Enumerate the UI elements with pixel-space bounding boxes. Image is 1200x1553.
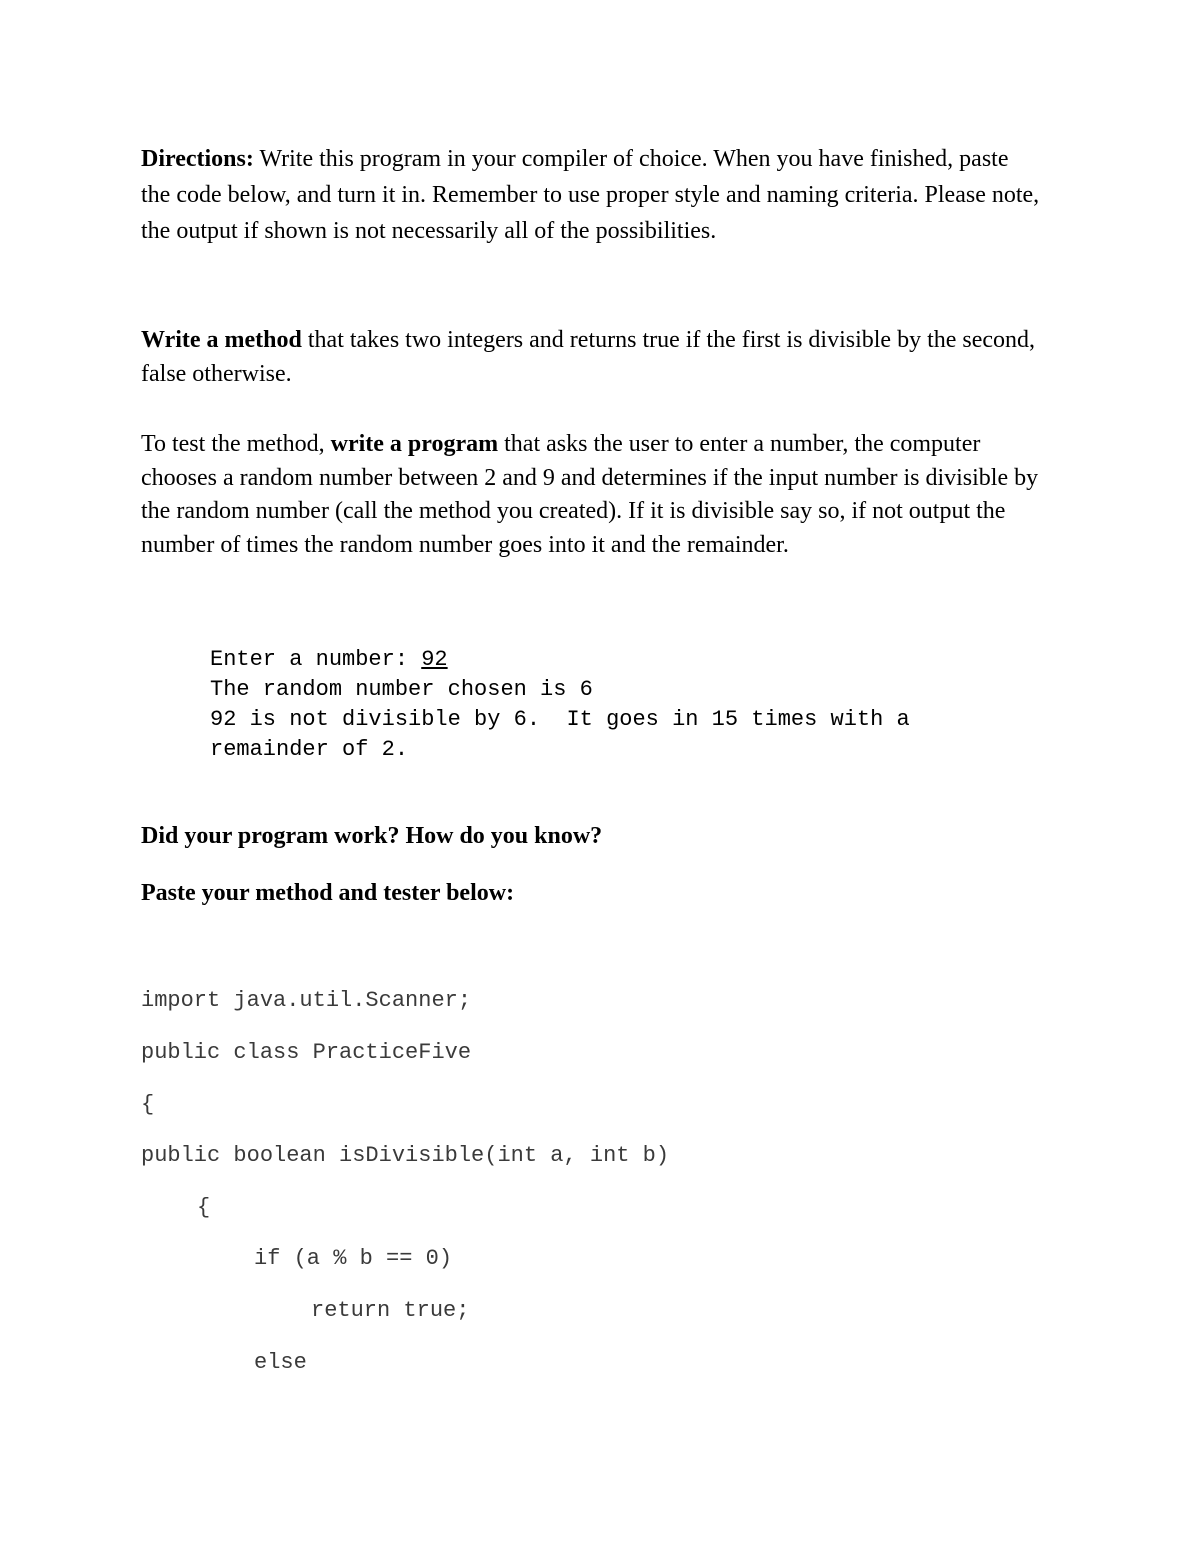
sample-output-line-2: The random number chosen is 6 — [210, 677, 593, 702]
directions-text: Write this program in your compiler of choice. When you have finished, paste the code below, and turn it in. Remember to use proper style and naming criteria. Please note, the output if shown is not necessarily all of the possibilities. — [141, 146, 1040, 244]
question-heading — [141, 818, 1041, 854]
program-task-paragraph — [141, 428, 1041, 562]
code-line: if (a % b == 0) — [254, 1246, 453, 1271]
method-task-text: that takes two integers and returns true if the first is divisible by the second, false otherwise. — [141, 327, 1036, 387]
sample-output-line-1 — [210, 645, 1030, 675]
sample-output — [210, 645, 1030, 765]
sample-output-line-4: remainder of 2. — [210, 737, 409, 762]
sample-prompt: Enter a number: — [210, 647, 422, 672]
program-task-bold: write a program — [330, 431, 499, 457]
sample-output-line-3: 92 is not divisible by 6. It goes in 15 times with a — [210, 707, 910, 732]
directions-label: Directions: — [141, 146, 254, 172]
code-line: import java.util.Scanner; — [141, 988, 472, 1013]
program-task-text: that asks the user to enter a number, the computer chooses a random number between 2 and 9 and determines if the input number is divisible by the random number (call the method you created). If it is divisible say so, if not output the number of times the random number goes into it and the remainder. — [141, 431, 1039, 558]
directions-paragraph — [141, 141, 1041, 249]
paste-heading — [141, 875, 1041, 911]
code-line: else — [254, 1350, 307, 1375]
sample-user-input: 92 — [421, 647, 448, 672]
code-line: { — [141, 1092, 155, 1117]
code-line: public class PracticeFive — [141, 1040, 472, 1065]
code-line: return true; — [311, 1298, 470, 1323]
paste-heading-text: Paste your method and tester below: — [141, 880, 515, 906]
code-line: public boolean isDivisible(int a, int b) — [141, 1143, 670, 1168]
question-text: Did your program work? How do you know? — [141, 823, 603, 849]
method-task-bold: Write a method — [141, 327, 302, 353]
program-task-prefix: To test the method, — [141, 431, 331, 457]
code-line: { — [197, 1195, 211, 1220]
method-task-paragraph — [141, 323, 1041, 391]
